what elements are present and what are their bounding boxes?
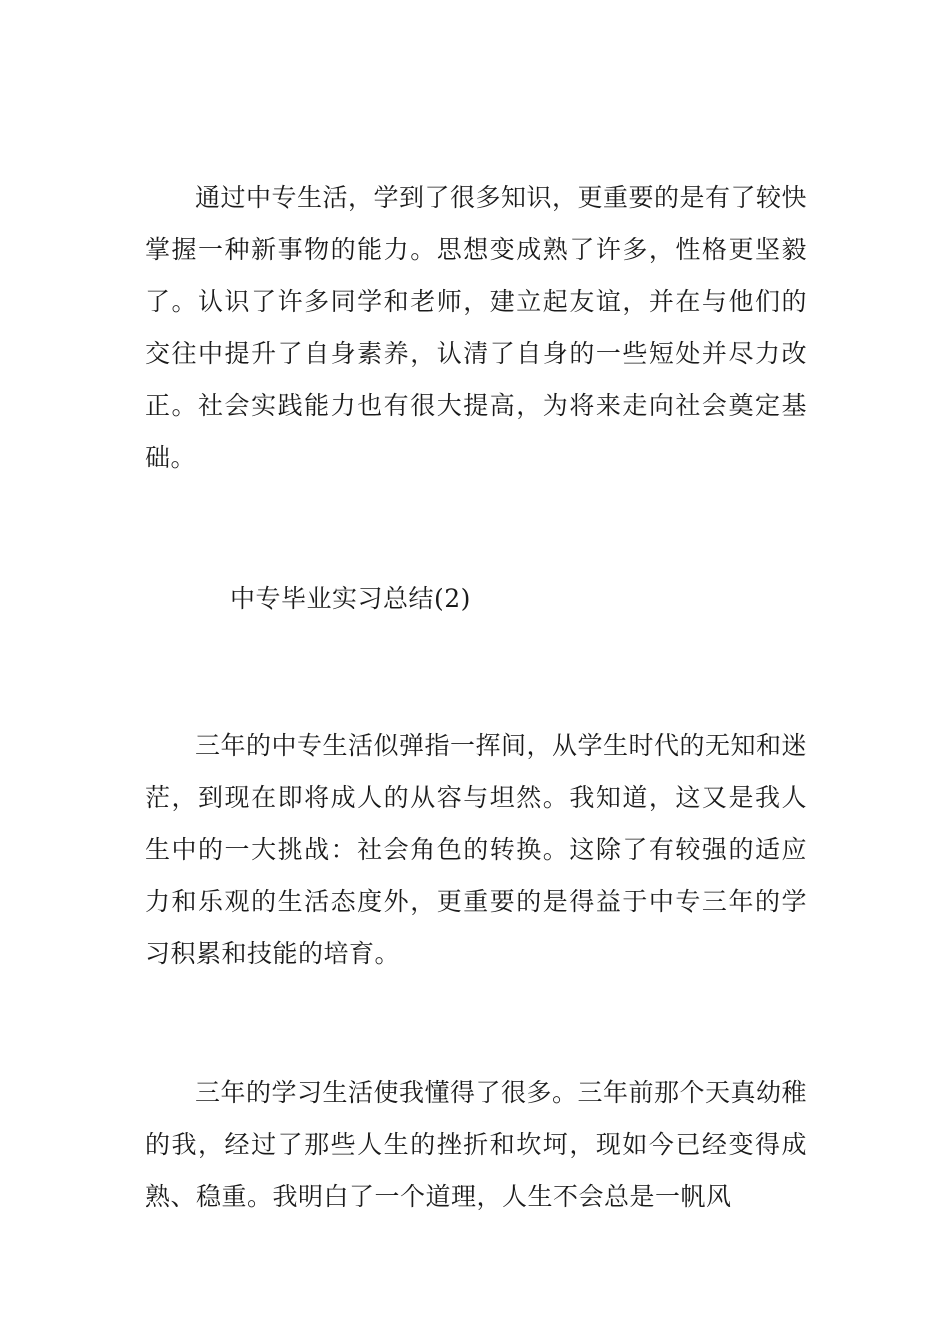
body-paragraph-2: 三年的中专生活似弹指一挥间，从学生时代的无知和迷茫，到现在即将成人的从容与坦然。我知道，这又是我人生中的一大挑战：社会角色的转换。这除了有较强的适应力和乐观的生活态度外，更重要的是得益于中专三年的学习积累和技能的培育。	[145, 731, 808, 968]
body-paragraph-1: 通过中专生活，学到了很多知识，更重要的是有了较快掌握一种新事物的能力。思想变成熟了许多，性格更坚毅了。认识了许多同学和老师，建立起友谊，并在与他们的交往中提升了自身素养，认清了自身的一些短处并尽力改正。社会实践能力也有很大提高，为将来走向社会奠定基础。	[145, 183, 808, 472]
body-paragraph-3: 三年的学习生活使我懂得了很多。三年前那个天真幼稚的我，经过了那些人生的挫折和坎坷，现如今已经变得成熟、稳重。我明白了一个道理，人生不会总是一帆风	[145, 1078, 808, 1211]
section-heading: 中专毕业实习总结(2)	[230, 584, 471, 613]
